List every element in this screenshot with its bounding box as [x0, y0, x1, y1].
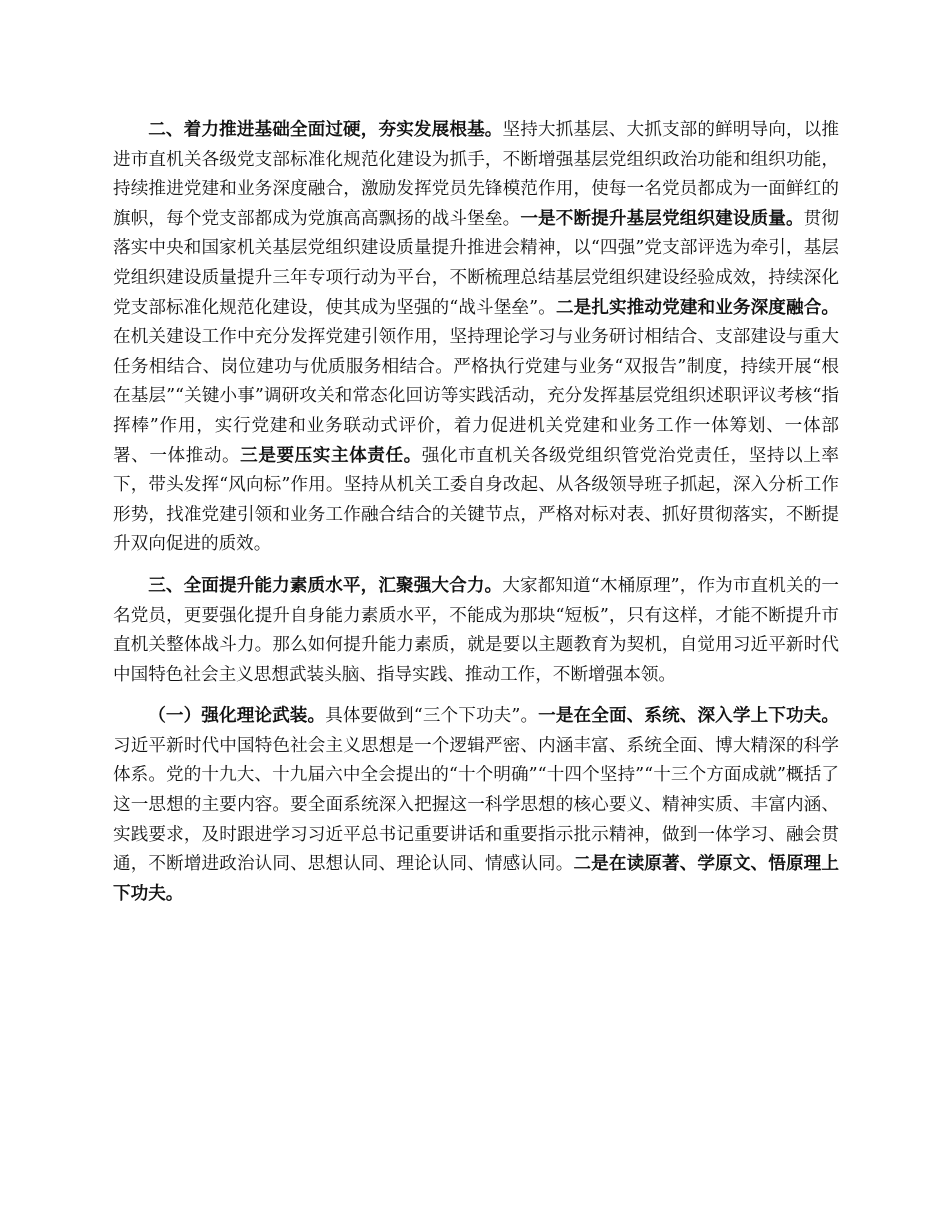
document-page: [113, 116, 839, 921]
point-one-body: 贯彻落实中央和国家机关基层党组织建设质量提升推进会精神，以“四强”党支部评选为牵引，基层党组织建设质量提升三年专项行动为平台，不断梳理总结基层党组织建设经验成效，持续深化党支部标准化规范化建设，使其成为坚强的“战斗堡垒”。: [113, 208, 839, 318]
sub-point-one-heading: 一是在全面、系统、深入学上下功夫。: [538, 706, 839, 727]
point-three-body: 强化市直机关各级党组织管党治党责任，坚持以上率下，带头发挥“风向标”作用。坚持从机关工委自身改起、从各级领导班子抓起，深入分析工作形势，找准党建引领和业务工作融合结合的关键节点，严格对标对表、抓好贯彻落实，不断提升双向促进的质效。: [113, 445, 839, 555]
paragraph-section-three: [113, 572, 839, 690]
point-three-heading: 三是要压实主体责任。: [240, 445, 422, 466]
subsection-one-intro: 具体要做到“三个下功夫”。: [325, 706, 539, 727]
subsection-one-heading: （一）强化理论武装。: [148, 706, 326, 727]
sub-point-two-heading: 二是在读原著、学原文、悟原理上下功夫。: [113, 854, 839, 904]
section-three-heading: 三、全面提升能力素质水平，汇聚强大合力。: [148, 575, 503, 596]
section-three-body: 大家都知道“木桶原理”，作为市直机关的一名党员，更要强化提升自身能力素质水平，不能成为那块“短板”，只有这样，才能不断提升市直机关整体战斗力。那么如何提升能力素质，就是要以主题教育为契机，自觉用习近平新时代中国特色社会主义思想武装头脑、指导实践、推动工作，不断增强本领。: [113, 575, 839, 685]
paragraph-section-two: [113, 116, 839, 560]
sub-point-one-body: 习近平新时代中国特色社会主义思想是一个逻辑严密、内涵丰富、系统全面、博大精深的科学体系。党的十九大、十九届六中全会提出的“十个明确”“十四个坚持”“十三个方面成就”概括了这一思想的主要内容。要全面系统深入把握这一科学思想的核心要义、精神实质、丰富内涵、实践要求，及时跟进学习习近平总书记重要讲话和重要指示批示精神，做到一体学习、融会贯通，不断增进政治认同、思想认同、理论认同、情感认同。: [113, 735, 839, 875]
point-one-heading: 一是不断提升基层党组织建设质量。: [520, 208, 804, 229]
point-two-body: 在机关建设工作中充分发挥党建引领作用，坚持理论学习与业务研讨相结合、支部建设与重大任务相结合、岗位建功与优质服务相结合。严格执行党建与业务“双报告”制度，持续开展“根在基层”“关键小事”调研攻关和常态化回访等实践活动，充分发挥基层党组织述职评议考核“指挥棒”作用，实行党建和业务联动式评价，着力促进机关党建和业务工作一体筹划、一体部署、一体推动。: [113, 327, 839, 466]
section-two-heading: 二、着力推进基础全面过硬，夯实发展根基。: [148, 120, 503, 140]
point-two-heading: 二是扎实推动党建和业务深度融合。: [555, 297, 839, 318]
paragraph-subsection-one: [113, 702, 839, 909]
section-two-body: 坚持大抓基层、大抓支部的鲜明导向，以推进市直机关各级党支部标准化规范化建设为抓手，不断增强基层党组织政治功能和组织功能，持续推进党建和业务深度融合，激励发挥党员先锋模范作用，使每一名党员都成为一面鲜红的旗帜，每个党支部都成为党旗高高飘扬的战斗堡垒。: [113, 120, 839, 229]
